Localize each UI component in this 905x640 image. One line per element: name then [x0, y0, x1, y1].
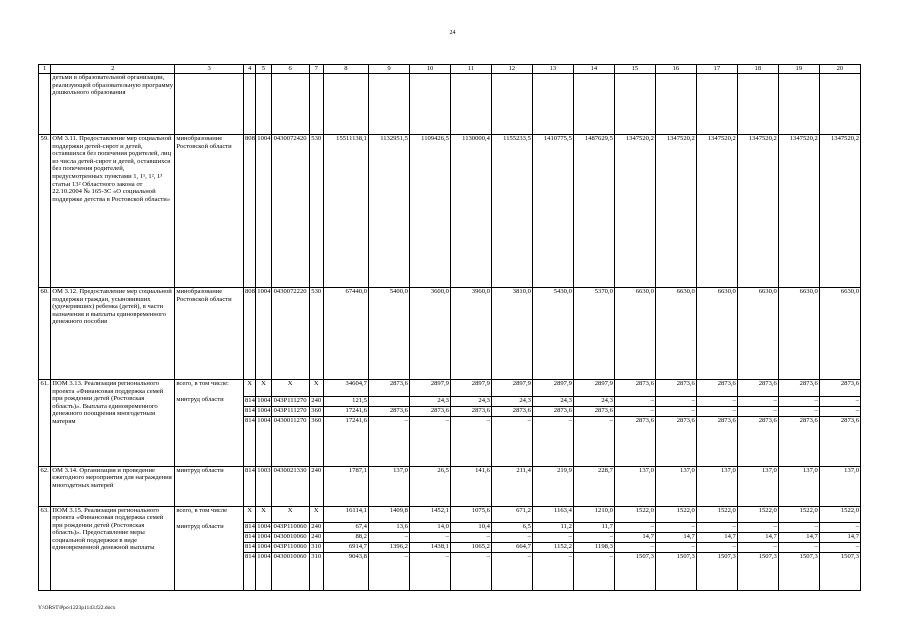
- value-cell: 14,7: [778, 533, 819, 543]
- value-cell: 14,7: [819, 533, 860, 543]
- measure-name: ПОМ 3.13. Реализация регионального проекта «Финансовая поддержка семей при рождении детей (Ростовская область)». Выплата единовременного денежного поощрения многодетным матерям: [51, 380, 175, 467]
- column-number-20: 20: [819, 65, 860, 74]
- value-cell: 2873,6: [655, 380, 696, 397]
- value-cell: 88,2: [323, 533, 368, 543]
- value-cell: Х: [309, 380, 323, 397]
- value-cell: 2873,6: [450, 406, 491, 416]
- value-cell: –: [696, 396, 737, 406]
- value-cell: –: [778, 406, 819, 416]
- value-cell: 1130000,4: [450, 135, 491, 288]
- value-cell: 814: [243, 553, 255, 591]
- value-cell: 814: [243, 466, 255, 506]
- value-cell: 1507,3: [819, 553, 860, 591]
- value-cell: –: [450, 553, 491, 591]
- value-cell: –: [450, 416, 491, 466]
- value-cell: 24,3: [573, 396, 614, 406]
- value-cell: 1507,3: [655, 553, 696, 591]
- value-cell: Х: [309, 506, 323, 523]
- value-cell: 3960,0: [450, 288, 491, 380]
- executor-total: всего, в том числе:: [175, 380, 244, 397]
- value-cell: 11,7: [573, 523, 614, 533]
- value-cell: 043P111270: [271, 406, 309, 416]
- value-cell: Х: [243, 380, 255, 397]
- column-number-15: 15: [614, 65, 655, 74]
- value-cell: 1004: [256, 288, 271, 380]
- row-number: 63.: [39, 506, 51, 591]
- value-cell: 530: [309, 288, 323, 380]
- value-cell: 671,2: [491, 506, 532, 523]
- value-cell: –: [614, 406, 655, 416]
- column-number-2: 2: [51, 65, 175, 74]
- value-cell: 5430,0: [532, 288, 573, 380]
- value-cell: 814: [243, 523, 255, 533]
- value-cell: 26,5: [409, 466, 450, 506]
- value-cell: –: [819, 543, 860, 553]
- value-cell: 0430010060: [271, 553, 309, 591]
- value-cell: 1522,0: [696, 506, 737, 523]
- value-cell: 2873,6: [573, 406, 614, 416]
- value-cell: 2897,9: [532, 380, 573, 397]
- value-cell: 0430021330: [271, 466, 309, 506]
- empty-cell: [778, 74, 819, 135]
- value-cell: 240: [309, 523, 323, 533]
- value-cell: 1004: [256, 406, 271, 416]
- value-cell: –: [450, 533, 491, 543]
- table-row: [39, 135, 861, 288]
- column-number-6: 6: [271, 65, 309, 74]
- value-cell: 1152,2: [532, 543, 573, 553]
- value-cell: 14,0: [409, 523, 450, 533]
- value-cell: 2873,6: [778, 380, 819, 397]
- value-cell: 1004: [256, 416, 271, 466]
- value-cell: 2873,6: [532, 406, 573, 416]
- value-cell: 1347520,2: [778, 135, 819, 288]
- value-cell: 67440,0: [323, 288, 368, 380]
- column-number-17: 17: [696, 65, 737, 74]
- column-number-8: 8: [323, 65, 368, 74]
- measure-name: ОМ 3.12. Предоставление мер социальной поддержки граждан, усыновивших (удочеривших) ребенка (детей), в части назначения и выплаты единовременного денежного пособия: [51, 288, 175, 380]
- value-cell: 14,7: [655, 533, 696, 543]
- value-cell: 1210,0: [573, 506, 614, 523]
- value-cell: 1198,3: [573, 543, 614, 553]
- empty-cell: [271, 74, 309, 135]
- value-cell: 310: [309, 553, 323, 591]
- value-cell: 1507,3: [614, 553, 655, 591]
- value-cell: 1155233,5: [491, 135, 532, 288]
- value-cell: 137,0: [778, 466, 819, 506]
- empty-cell: [819, 74, 860, 135]
- row-number: 60.: [39, 288, 51, 380]
- executor: минтруд области: [175, 396, 244, 466]
- value-cell: 2873,6: [696, 416, 737, 466]
- value-cell: 6630,0: [778, 288, 819, 380]
- value-cell: 1452,1: [409, 506, 450, 523]
- program-table: [38, 64, 861, 591]
- column-number-4: 4: [243, 65, 255, 74]
- value-cell: 228,7: [573, 466, 614, 506]
- value-cell: –: [696, 406, 737, 416]
- value-cell: 1507,3: [696, 553, 737, 591]
- value-cell: –: [409, 416, 450, 466]
- value-cell: 5370,0: [573, 288, 614, 380]
- value-cell: 6914,7: [323, 543, 368, 553]
- value-cell: Х: [271, 506, 309, 523]
- value-cell: 1507,3: [778, 553, 819, 591]
- column-number-9: 9: [368, 65, 409, 74]
- value-cell: 2873,6: [737, 416, 778, 466]
- value-cell: 1522,0: [737, 506, 778, 523]
- value-cell: 137,0: [696, 466, 737, 506]
- file-path-footer: Y:\ORST\Ppo\1223p1143.f22.docx: [38, 605, 116, 611]
- value-cell: 137,0: [368, 466, 409, 506]
- value-cell: –: [778, 523, 819, 533]
- value-cell: 2873,6: [614, 380, 655, 397]
- value-cell: 137,0: [614, 466, 655, 506]
- value-cell: 814: [243, 406, 255, 416]
- value-cell: 6630,0: [737, 288, 778, 380]
- value-cell: 10,4: [450, 523, 491, 533]
- value-cell: 6,5: [491, 523, 532, 533]
- executor: минтруд области: [175, 466, 244, 506]
- empty-cell: [655, 74, 696, 135]
- value-cell: 2897,9: [409, 380, 450, 397]
- row-number: 61.: [39, 380, 51, 467]
- value-cell: Х: [256, 506, 271, 523]
- column-number-13: 13: [532, 65, 573, 74]
- value-cell: 1163,4: [532, 506, 573, 523]
- value-cell: 1109426,5: [409, 135, 450, 288]
- value-cell: 211,4: [491, 466, 532, 506]
- value-cell: –: [491, 553, 532, 591]
- column-number-14: 14: [573, 65, 614, 74]
- value-cell: 13,6: [368, 523, 409, 533]
- value-cell: 240: [309, 396, 323, 406]
- value-cell: 137,0: [737, 466, 778, 506]
- value-cell: 17241,6: [323, 406, 368, 416]
- column-number-row: [39, 65, 861, 74]
- column-number-12: 12: [491, 65, 532, 74]
- value-cell: 0430072420: [271, 135, 309, 288]
- value-cell: 664,7: [491, 543, 532, 553]
- value-cell: –: [819, 523, 860, 533]
- value-cell: 1522,0: [614, 506, 655, 523]
- empty-cell: [491, 74, 532, 135]
- value-cell: 0430072220: [271, 288, 309, 380]
- empty-cell: [737, 74, 778, 135]
- value-cell: 1522,0: [655, 506, 696, 523]
- value-cell: 121,5: [323, 396, 368, 406]
- value-cell: –: [778, 396, 819, 406]
- executor: минобразование Ростовской области: [175, 288, 244, 380]
- value-cell: 530: [309, 135, 323, 288]
- executor: минтруд области: [175, 523, 244, 591]
- value-cell: –: [409, 533, 450, 543]
- value-cell: 67,4: [323, 523, 368, 533]
- value-cell: 808: [243, 288, 255, 380]
- value-cell: –: [532, 533, 573, 543]
- value-cell: 2873,6: [368, 406, 409, 416]
- empty-cell: [368, 74, 409, 135]
- value-cell: 2873,6: [737, 380, 778, 397]
- value-cell: 1004: [256, 533, 271, 543]
- value-cell: –: [368, 553, 409, 591]
- value-cell: –: [655, 523, 696, 533]
- column-number-10: 10: [409, 65, 450, 74]
- table-body: [39, 65, 861, 591]
- value-cell: 15511138,1: [323, 135, 368, 288]
- value-cell: 1522,0: [778, 506, 819, 523]
- empty-cell: [256, 74, 271, 135]
- value-cell: 814: [243, 543, 255, 553]
- value-cell: 2873,6: [819, 416, 860, 466]
- value-cell: 2873,6: [655, 416, 696, 466]
- empty-cell: [614, 74, 655, 135]
- value-cell: 1787,1: [323, 466, 368, 506]
- column-number-18: 18: [737, 65, 778, 74]
- value-cell: 6630,0: [696, 288, 737, 380]
- value-cell: 6630,0: [614, 288, 655, 380]
- value-cell: 043P111270: [271, 396, 309, 406]
- empty-cell: [450, 74, 491, 135]
- value-cell: 1487629,5: [573, 135, 614, 288]
- empty-cell: [309, 74, 323, 135]
- value-cell: 043P110060: [271, 543, 309, 553]
- value-cell: –: [409, 553, 450, 591]
- empty-cell: [573, 74, 614, 135]
- measure-name: детьми в образовательной организации, реализующей образовательную программу дошкольного образования: [51, 74, 175, 135]
- value-cell: 2873,6: [614, 416, 655, 466]
- empty-cell: [409, 74, 450, 135]
- table-row: [39, 288, 861, 380]
- value-cell: –: [368, 416, 409, 466]
- empty-cell: [175, 74, 244, 135]
- value-cell: –: [696, 523, 737, 533]
- value-cell: 2873,6: [819, 380, 860, 397]
- column-number-11: 11: [450, 65, 491, 74]
- value-cell: –: [737, 396, 778, 406]
- value-cell: 24,3: [409, 396, 450, 406]
- row-number: 62.: [39, 466, 51, 506]
- value-cell: 1522,0: [819, 506, 860, 523]
- value-cell: 137,0: [655, 466, 696, 506]
- empty-cell: [243, 74, 255, 135]
- measure-name: ПОМ 3.15. Реализация регионального проекта «Финансовая поддержка семей при рождении детей (Ростовская область)». Предоставление меры социальной поддержки в виде единовременной денежной выплаты: [51, 506, 175, 591]
- value-cell: 34604,7: [323, 380, 368, 397]
- value-cell: 0430010060: [271, 533, 309, 543]
- value-cell: –: [491, 416, 532, 466]
- value-cell: 814: [243, 533, 255, 543]
- value-cell: –: [655, 406, 696, 416]
- value-cell: –: [696, 543, 737, 553]
- measure-name: ОМ 3.14. Организация и проведение ежегодного мероприятия для награждения многодетных матерей: [51, 466, 175, 506]
- empty-cell: [696, 74, 737, 135]
- value-cell: 1065,2: [450, 543, 491, 553]
- row-number: [39, 74, 51, 135]
- value-cell: 6630,0: [655, 288, 696, 380]
- value-cell: –: [532, 416, 573, 466]
- value-cell: 814: [243, 416, 255, 466]
- value-cell: 1004: [256, 523, 271, 533]
- row-number: 59.: [39, 135, 51, 288]
- measure-name: ОМ 3.11. Предоставление мер социальной поддержки детей-сирот и детей, оставшихся без попечения родителей, лиц из числа детей-сирот и детей, оставшихся без попечения родителей, предусмотренных пунктами 1, 1¹, 1², 1³ статьи 13² Областного закона от 22.10.2004 № 165-ЗС «О социальной поддержке детства в Ростовской области»: [51, 135, 175, 288]
- column-number-1: 1: [39, 65, 51, 74]
- value-cell: 1507,3: [737, 553, 778, 591]
- value-cell: 1347520,2: [737, 135, 778, 288]
- value-cell: –: [573, 553, 614, 591]
- value-cell: –: [819, 406, 860, 416]
- value-cell: 1004: [256, 553, 271, 591]
- value-cell: 1004: [256, 396, 271, 406]
- value-cell: 814: [243, 396, 255, 406]
- table-row: [39, 466, 861, 506]
- value-cell: 219,9: [532, 466, 573, 506]
- column-number-7: 7: [309, 65, 323, 74]
- value-cell: 043P110060: [271, 523, 309, 533]
- value-cell: 2873,6: [409, 406, 450, 416]
- value-cell: –: [737, 406, 778, 416]
- value-cell: –: [573, 533, 614, 543]
- value-cell: 1396,2: [368, 543, 409, 553]
- value-cell: 360: [309, 416, 323, 466]
- value-cell: 2897,9: [450, 380, 491, 397]
- value-cell: –: [614, 396, 655, 406]
- value-cell: 24,3: [450, 396, 491, 406]
- column-number-3: 3: [175, 65, 244, 74]
- value-cell: Х: [243, 506, 255, 523]
- table-row: [39, 506, 861, 523]
- executor: минобразование Ростовской области: [175, 135, 244, 288]
- column-number-5: 5: [256, 65, 271, 74]
- value-cell: –: [614, 543, 655, 553]
- value-cell: [368, 396, 409, 406]
- value-cell: 9043,8: [323, 553, 368, 591]
- value-cell: 1347520,2: [819, 135, 860, 288]
- value-cell: 1347520,2: [655, 135, 696, 288]
- value-cell: 3600,0: [409, 288, 450, 380]
- value-cell: –: [655, 396, 696, 406]
- value-cell: 17241,6: [323, 416, 368, 466]
- value-cell: –: [368, 533, 409, 543]
- value-cell: –: [614, 523, 655, 533]
- value-cell: 14,7: [696, 533, 737, 543]
- empty-cell: [323, 74, 368, 135]
- value-cell: 2873,6: [696, 380, 737, 397]
- value-cell: 24,3: [532, 396, 573, 406]
- value-cell: 2897,9: [491, 380, 532, 397]
- value-cell: –: [819, 396, 860, 406]
- value-cell: 14,7: [614, 533, 655, 543]
- value-cell: 14,7: [737, 533, 778, 543]
- value-cell: 24,3: [491, 396, 532, 406]
- page-number: 24: [449, 30, 456, 36]
- value-cell: 3810,0: [491, 288, 532, 380]
- value-cell: –: [655, 543, 696, 553]
- value-cell: 1410775,5: [532, 135, 573, 288]
- table-row: [39, 74, 861, 135]
- value-cell: 310: [309, 543, 323, 553]
- value-cell: 240: [309, 533, 323, 543]
- value-cell: –: [573, 416, 614, 466]
- value-cell: 1004: [256, 543, 271, 553]
- value-cell: 240: [309, 466, 323, 506]
- value-cell: Х: [256, 380, 271, 397]
- value-cell: 137,0: [819, 466, 860, 506]
- value-cell: –: [737, 543, 778, 553]
- value-cell: –: [737, 523, 778, 533]
- value-cell: 5400,0: [368, 288, 409, 380]
- column-number-19: 19: [778, 65, 819, 74]
- value-cell: –: [778, 543, 819, 553]
- value-cell: 16114,1: [323, 506, 368, 523]
- value-cell: 2897,9: [573, 380, 614, 397]
- value-cell: 1347520,2: [614, 135, 655, 288]
- value-cell: 2873,6: [778, 416, 819, 466]
- value-cell: 1075,6: [450, 506, 491, 523]
- value-cell: 1132951,5: [368, 135, 409, 288]
- executor-total: всего, в том числе: [175, 506, 244, 523]
- value-cell: 2873,6: [491, 406, 532, 416]
- value-cell: 1347520,2: [696, 135, 737, 288]
- value-cell: 1409,8: [368, 506, 409, 523]
- value-cell: 0430011270: [271, 416, 309, 466]
- value-cell: 1004: [256, 135, 271, 288]
- table-row: [39, 380, 861, 397]
- value-cell: Х: [271, 380, 309, 397]
- value-cell: 141,6: [450, 466, 491, 506]
- value-cell: 11,2: [532, 523, 573, 533]
- value-cell: 360: [309, 406, 323, 416]
- value-cell: 1003: [256, 466, 271, 506]
- value-cell: 808: [243, 135, 255, 288]
- empty-cell: [532, 74, 573, 135]
- value-cell: 1438,1: [409, 543, 450, 553]
- value-cell: 6630,0: [819, 288, 860, 380]
- column-number-16: 16: [655, 65, 696, 74]
- value-cell: 2873,6: [368, 380, 409, 397]
- value-cell: –: [491, 533, 532, 543]
- value-cell: –: [532, 553, 573, 591]
